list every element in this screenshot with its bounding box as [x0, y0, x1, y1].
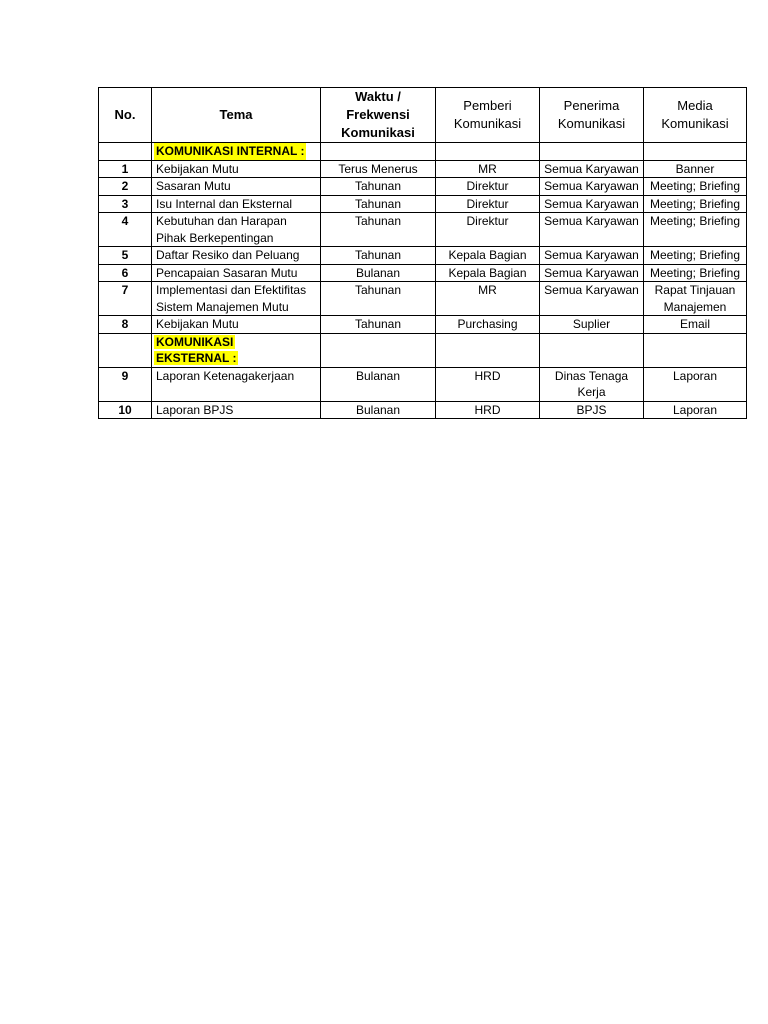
cell-media: Meeting; Briefing: [644, 247, 747, 265]
cell-penerima: Semua Karyawan: [540, 264, 644, 282]
cell-pemberi: MR: [436, 282, 540, 316]
cell-no: 7: [99, 282, 152, 316]
table-row: [99, 316, 747, 334]
cell-media: Meeting; Briefing: [644, 213, 747, 247]
cell-no: 2: [99, 178, 152, 196]
cell-penerima: Semua Karyawan: [540, 160, 644, 178]
cell-penerima: Semua Karyawan: [540, 178, 644, 196]
cell-waktu: Bulanan: [321, 367, 436, 401]
cell-waktu: Terus Menerus: [321, 160, 436, 178]
cell-no: 8: [99, 316, 152, 334]
cell-no: 9: [99, 367, 152, 401]
cell-media: Meeting; Briefing: [644, 178, 747, 196]
cell-waktu: Bulanan: [321, 401, 436, 419]
cell-media: Meeting; Briefing: [644, 195, 747, 213]
table-row: [99, 160, 747, 178]
cell-media: Email: [644, 316, 747, 334]
cell-waktu: Tahunan: [321, 247, 436, 265]
cell-tema: Sasaran Mutu: [152, 178, 321, 196]
table-row: [99, 282, 747, 316]
cell-media: Rapat Tinjauan Manajemen: [644, 282, 747, 316]
header-no: No.: [99, 88, 152, 143]
cell-waktu: Bulanan: [321, 264, 436, 282]
cell-media: Meeting; Briefing: [644, 264, 747, 282]
cell-pemberi: Purchasing: [436, 316, 540, 334]
cell-pemberi: Direktur: [436, 195, 540, 213]
table-row: [99, 401, 747, 419]
cell-tema: Laporan Ketenagakerjaan: [152, 367, 321, 401]
table-row: [99, 247, 747, 265]
section-row-internal: [99, 143, 747, 161]
cell-pemberi: HRD: [436, 367, 540, 401]
cell-waktu: Tahunan: [321, 282, 436, 316]
cell-tema: Kebijakan Mutu: [152, 160, 321, 178]
table-row: [99, 178, 747, 196]
cell-penerima: Semua Karyawan: [540, 213, 644, 247]
cell-tema: Daftar Resiko dan Peluang: [152, 247, 321, 265]
cell-tema: Laporan BPJS: [152, 401, 321, 419]
cell-no: 10: [99, 401, 152, 419]
cell-penerima: Semua Karyawan: [540, 247, 644, 265]
cell-media: Laporan: [644, 367, 747, 401]
table-row: [99, 195, 747, 213]
cell-tema: Implementasi dan Efektifitas Sistem Manajemen Mutu: [152, 282, 321, 316]
cell-penerima: BPJS: [540, 401, 644, 419]
cell-penerima: Dinas Tenaga Kerja: [540, 367, 644, 401]
table-row: [99, 264, 747, 282]
cell-no: 6: [99, 264, 152, 282]
cell-waktu: Tahunan: [321, 178, 436, 196]
cell-no: 5: [99, 247, 152, 265]
cell-penerima: Semua Karyawan: [540, 282, 644, 316]
cell-pemberi: Kepala Bagian: [436, 264, 540, 282]
header-penerima: Penerima Komunikasi: [540, 88, 644, 143]
cell-waktu: Tahunan: [321, 213, 436, 247]
section-label-internal: KOMUNIKASI INTERNAL :: [156, 144, 305, 158]
communication-table: [98, 87, 747, 419]
cell-pemberi: Direktur: [436, 178, 540, 196]
header-waktu: Waktu / Frekwensi Komunikasi: [321, 88, 436, 143]
cell-penerima: Suplier: [540, 316, 644, 334]
table-row: [99, 367, 747, 401]
section-row-external: [99, 333, 747, 367]
cell-tema: Kebijakan Mutu: [152, 316, 321, 334]
cell-waktu: Tahunan: [321, 316, 436, 334]
cell-pemberi: HRD: [436, 401, 540, 419]
cell-no: 1: [99, 160, 152, 178]
header-media: Media Komunikasi: [644, 88, 747, 143]
header-pemberi: Pemberi Komunikasi: [436, 88, 540, 143]
cell-pemberi: Kepala Bagian: [436, 247, 540, 265]
header-tema: Tema: [152, 88, 321, 143]
cell-no: 3: [99, 195, 152, 213]
cell-media: Laporan: [644, 401, 747, 419]
cell-no: 4: [99, 213, 152, 247]
section-label-external: KOMUNIKASI EKSTERNAL :: [156, 334, 237, 365]
cell-tema: Pencapaian Sasaran Mutu: [152, 264, 321, 282]
cell-tema: Isu Internal dan Eksternal: [152, 195, 321, 213]
table-header-row: [99, 88, 747, 143]
cell-tema: Kebutuhan dan Harapan Pihak Berkepentingan: [152, 213, 321, 247]
cell-media: Banner: [644, 160, 747, 178]
cell-pemberi: Direktur: [436, 213, 540, 247]
cell-penerima: Semua Karyawan: [540, 195, 644, 213]
cell-pemberi: MR: [436, 160, 540, 178]
table-row: [99, 213, 747, 247]
cell-waktu: Tahunan: [321, 195, 436, 213]
